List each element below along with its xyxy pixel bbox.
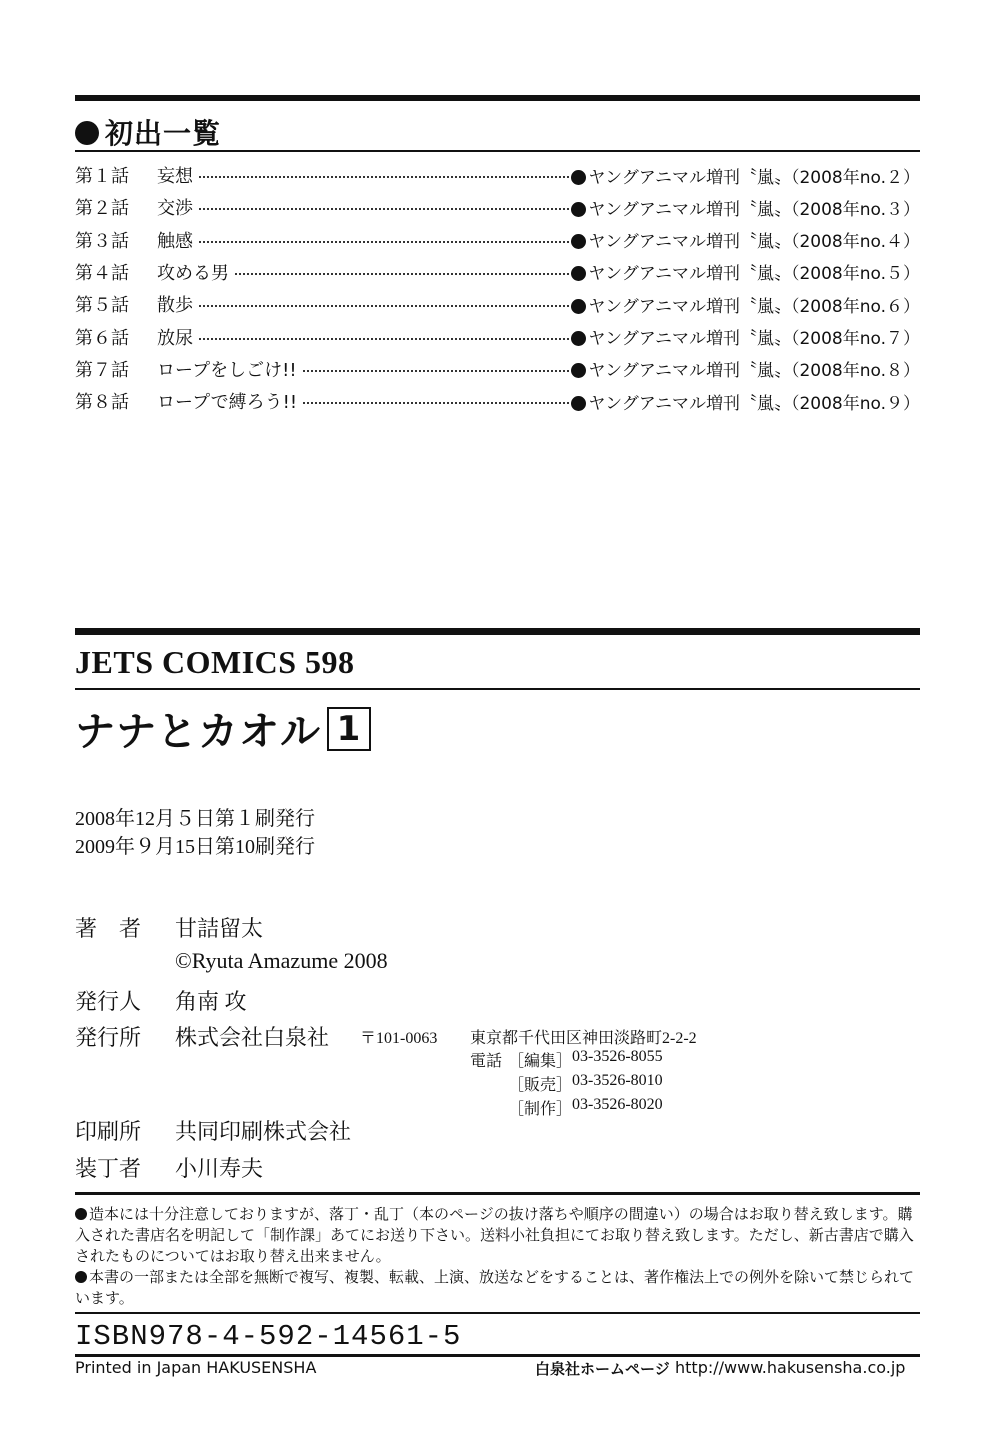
episode-row [75,289,920,319]
episode-source [571,356,920,381]
book-title [75,700,371,757]
isbn: ISBN978-4-592-14561-5 [75,1320,462,1353]
latest-print-date: 2009年９月15日第10刷発行 [75,836,315,858]
leader-dots [199,208,569,210]
publisher-person-label: 発行人 [75,989,142,1014]
episode-source [571,227,920,252]
leader-dots [199,176,569,178]
episode-number: 第８話 [75,392,129,414]
phone-number-editorial: 03-3526-8055 [572,1048,663,1065]
designer-label: 装丁者 [75,1156,142,1181]
episode-number: 第２話 [75,198,129,220]
episode-source [571,324,920,349]
bullet-icon [75,121,99,145]
bullet-icon [571,170,586,185]
episode-source-text: ヤングアニマル増刊〝嵐〟（2008年no.２） [588,167,920,188]
bullet-icon [571,266,586,281]
copyright: ©Ryuta Amazume 2008 [175,948,388,973]
publisher-person: 角南 攻 [175,989,247,1014]
episode-source-text: ヤングアニマル増刊〝嵐〟（2008年no.６） [588,296,920,317]
leader-dots [199,241,569,243]
phone-dept-sales: ［販売］ [508,1077,573,1094]
episode-source [571,389,920,414]
bullet-icon [571,234,586,249]
episode-source-text: ヤングアニマル増刊〝嵐〟（2008年no.９） [588,393,920,414]
series-label: JETS COMICS 598 [75,644,355,680]
episode-source-text: ヤングアニマル増刊〝嵐〟（2008年no.８） [588,361,920,382]
episode-source [571,292,920,317]
episode-row [75,192,920,222]
phone-dept-editorial: ［編集］ [508,1053,573,1070]
leader-dots [303,370,570,372]
episode-title: 攻める男 [157,262,229,284]
homepage-label: 白泉社ホームページ [535,1360,670,1378]
bullet-icon [571,396,586,411]
leader-dots [199,305,569,307]
episode-number: 第１話 [75,166,129,187]
episode-source-text: ヤングアニマル増刊〝嵐〟（2008年no.３） [588,199,920,220]
episode-title: 散歩 [157,295,193,317]
phone-number-production: 03-3526-8020 [572,1096,663,1113]
episode-number: 第５話 [75,295,129,317]
episode-row [75,386,920,416]
episode-source-text: ヤングアニマル増刊〝嵐〟（2008年no.４） [588,232,920,253]
episode-title: 放尿 [157,327,193,349]
notice-replacement [75,1205,920,1268]
bullet-icon [75,1208,87,1220]
episode-title: 触感 [157,230,193,252]
bullet-icon [571,202,586,217]
episode-number: 第７話 [75,359,129,381]
episode-row [75,354,920,384]
episode-title: ロープをしごけ!! [157,359,297,381]
first-print-date: 2008年12月５日第１刷発行 [75,808,315,830]
episode-source-text: ヤングアニマル増刊〝嵐〟（2008年no.７） [588,329,920,349]
episode-number: 第３話 [75,230,129,252]
postal-code: 〒101-0063 [360,1030,438,1047]
leader-dots [235,273,569,275]
episode-source [571,163,920,188]
author-label: 著 者 [75,916,142,941]
first-appearances-heading [75,112,221,152]
top-thick-rule [75,95,920,101]
isbn-underline [75,1354,920,1357]
leader-dots [303,402,569,404]
episode-row [75,225,920,255]
episode-source-text: ヤングアニマル増刊〝嵐〟（2008年no.５） [588,264,920,285]
episode-row [75,322,920,352]
bullet-icon [571,331,586,346]
bullet-icon [571,363,586,378]
episode-row [75,160,920,190]
episode-title: ロープで縛ろう!! [157,392,298,414]
first-appearances-title: 初出一覧 [105,117,222,150]
volume-number: 1 [327,707,371,751]
notice-copyright [75,1268,920,1310]
phone-label: 電話 [470,1053,503,1070]
phone-number-sales: 03-3526-8010 [572,1072,663,1089]
author-name: 甘詰留太 [175,916,264,941]
episode-number: 第４話 [75,262,129,284]
book-title-text: ナナとカオル [75,709,321,755]
address: 東京都千代田区神田淡路町2-2-2 [470,1030,697,1047]
episode-title: 交渉 [157,198,193,220]
colophon-thick-rule [75,628,920,635]
heading-underline [75,150,920,152]
bullet-icon [75,1271,87,1283]
publisher-name: 株式会社白泉社 [175,1025,330,1050]
leader-dots [199,338,569,340]
episode-number: 第６話 [75,327,129,349]
designer-name: 小川寿夫 [175,1156,264,1181]
episode-row [75,257,920,287]
notice-copyright-text: 本書の一部または全部を無断で複写、複製、転載、上演、放送などをすることは、著作権法上での例外を除いて禁じられています。 [75,1270,915,1307]
series-underline [75,688,920,690]
notice-top-rule [75,1192,920,1195]
printer-name: 共同印刷株式会社 [175,1119,352,1144]
publisher-label: 発行所 [75,1025,142,1050]
printed-in: Printed in Japan HAKUSENSHA [75,1358,317,1377]
notice-bottom-rule [75,1312,920,1314]
homepage-url: http://www.hakusensha.co.jp [675,1358,906,1377]
printer-label: 印刷所 [75,1119,142,1144]
bullet-icon [571,299,586,314]
episode-title: 妄想 [157,166,193,187]
phone-dept-production: ［制作］ [508,1101,573,1118]
episode-source [571,195,920,220]
notice-replacement-text: 造本には十分注意しておりますが、落丁・乱丁（本のページの抜け落ちや順序の間違い）の場合はお取り替え致します。購入された書店名を明記して「制作課」あてにお送り下さい。送料小社負担にてお取り替え致します。ただし、新古書店で購入されたものについてはお取り替え出来ません。 [75,1207,914,1265]
episode-source [571,259,920,284]
